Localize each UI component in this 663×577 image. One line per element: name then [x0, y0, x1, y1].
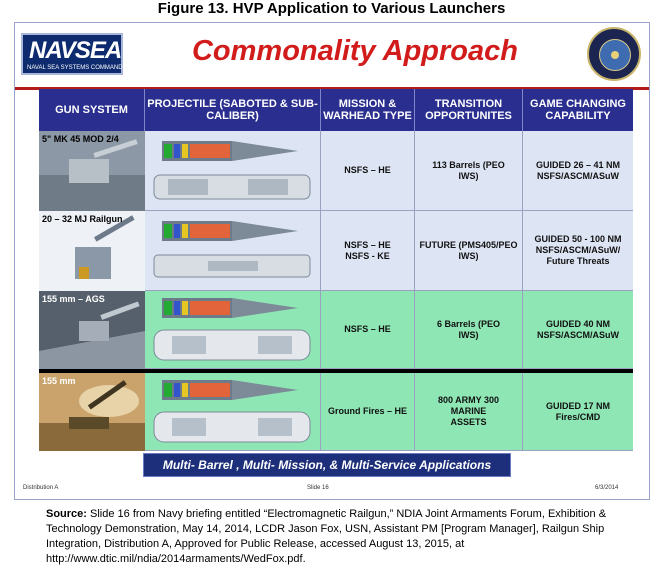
gun-label: 155 mm – AGS — [42, 294, 105, 304]
figure-title: Figure 13. HVP Application to Various Launchers — [157, 0, 506, 17]
header-capability: GAME CHANGING CAPABILITY — [523, 89, 633, 131]
table-row — [39, 291, 633, 369]
capability-cell: GUIDED 50 - 100 NM NSFS/ASCM/ASuW/ Future Threats — [534, 234, 622, 266]
footer-banner: Multi- Barrel , Multi- Mission, & Multi-Service Applications — [143, 453, 511, 477]
mission-cell: NSFS – HE NSFS - KE — [321, 211, 415, 290]
source-note — [46, 507, 646, 567]
transition-cell: 113 Barrels (PEO IWS) — [415, 131, 523, 210]
capability-cell: GUIDED 40 NM NSFS/ASCM/ASuW — [537, 318, 619, 340]
gun-photo — [39, 373, 145, 450]
header-transition: TRANSITION OPPORTUNITES — [415, 89, 523, 131]
gun-label: 5" MK 45 MOD 2/4 — [42, 134, 119, 144]
source-label: Source: — [46, 508, 87, 520]
slide-headline: Commonality Approach — [191, 35, 518, 67]
table-row — [39, 131, 633, 211]
mission-cell: NSFS – HE — [321, 291, 415, 368]
projectile-image — [145, 291, 321, 368]
source-text: Slide 16 from Navy briefing entitled “Electromagnetic Railgun,” NDIA Joint Armaments Forum, Exhibition & Technology Demonstration, May 14, 2014, LCDR Jason Fox, USN, Assistant PM [Program Manager], Railgun Ship Integration, Distribution A, Approved for Public Release, accessed August 13, 2015, at http://www.dtic.mil/ndia/2014armaments/WedFox.pdf. — [46, 508, 607, 565]
gun-label: 20 – 32 MJ Railgun — [42, 214, 123, 224]
slide — [14, 22, 650, 500]
projectile-image — [145, 211, 321, 290]
header-projectile: PROJECTILE (SABOTED & SUB-CALIBER) — [145, 89, 321, 131]
header-gun-system: GUN SYSTEM — [39, 89, 145, 131]
gun-photo — [39, 211, 145, 290]
transition-cell: 800 ARMY 300 MARINE ASSETS — [415, 373, 523, 450]
projectile-image — [145, 373, 321, 450]
logo-subtext: NAVAL SEA SYSTEMS COMMAND — [27, 65, 123, 71]
gun-label: 155 mm — [42, 376, 76, 386]
distribution-note: Distribution A — [23, 485, 59, 491]
gun-photo — [39, 131, 145, 210]
mission-cell: NSFS – HE — [321, 131, 415, 210]
transition-cell: FUTURE (PMS405/PEO IWS) — [415, 211, 523, 290]
slide-number: Slide 16 — [307, 485, 329, 491]
projectile-image — [145, 131, 321, 210]
program-seal — [587, 27, 641, 81]
capability-cell: GUIDED 26 – 41 NM NSFS/ASCM/ASuW — [535, 159, 621, 181]
capability-cell: GUIDED 17 NM Fires/CMD — [545, 400, 610, 422]
navsea-logo — [21, 33, 123, 75]
table-row — [39, 373, 633, 451]
gun-photo — [39, 291, 145, 368]
slide-date: 6/3/2014 — [595, 485, 619, 491]
table-row — [39, 211, 633, 291]
mission-cell: Ground Fires – HE — [321, 373, 415, 450]
transition-cell: 6 Barrels (PEO IWS) — [415, 291, 523, 368]
logo-text: NAVSEA — [29, 37, 122, 64]
header-mission: MISSION & WARHEAD TYPE — [321, 89, 415, 131]
